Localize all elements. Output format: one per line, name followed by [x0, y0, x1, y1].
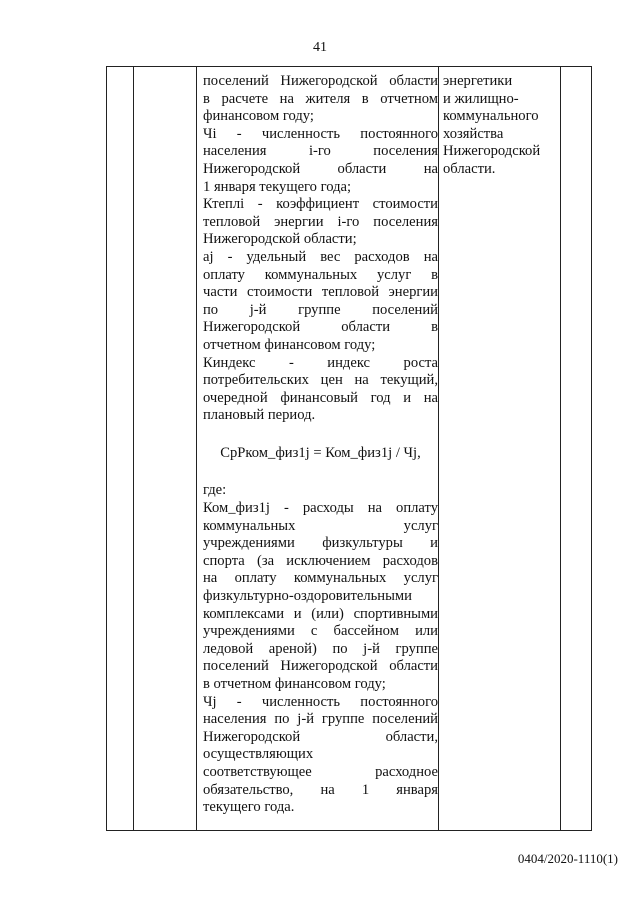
text-line: отчетном финансовом году; [203, 336, 376, 353]
text-line: в отчетном финансовом году; [203, 676, 386, 692]
page-number: 41 [313, 40, 327, 55]
text-line: спорта (за исключением расходов [203, 552, 438, 569]
text-line: Чj - численность постоянного [203, 693, 438, 710]
column-divider [133, 67, 134, 830]
description-part-1 [203, 73, 438, 425]
text-line: ледовой ареной) по j-й группе [203, 640, 438, 657]
text-line: Нижегородской области в [203, 319, 438, 336]
responsible-body-text [443, 73, 555, 179]
responsible-body-cell [443, 73, 555, 179]
text-line: учреждениями с бассейном или [203, 623, 438, 640]
calculation-description-cell [203, 73, 438, 817]
text-line: обязательство, на 1 января [203, 781, 438, 798]
text-line: физкультурно-оздоровительными [203, 588, 412, 605]
text-line: потребительских цен на текущий, [203, 372, 438, 389]
text-line: коммунального [443, 108, 539, 125]
document-code: 0404/2020-1110(1) [517, 851, 618, 866]
text-line: финансовом году; [203, 108, 314, 125]
text-line: оплату коммунальных услуг в [203, 266, 438, 283]
text-line: поселений Нижегородской области [203, 658, 438, 675]
text-line: Киндекс - индекс роста [203, 354, 438, 371]
text-line: где: [203, 482, 227, 499]
text-line: на оплату коммунальных услуг [203, 570, 438, 587]
text-line: населения по j-й группе поселений [203, 711, 438, 728]
text-line: населения i-го поселения [203, 143, 438, 160]
text-line: хозяйства [443, 125, 504, 142]
column-divider [560, 67, 561, 830]
document-table [106, 66, 592, 831]
formula: СрРком_физ1j = Ком_физ1j / Чj, [220, 444, 421, 461]
text-line: соответствующее расходное [203, 763, 438, 780]
text-line: Чi - численность постоянного [203, 125, 438, 142]
text-line: части стоимости тепловой энергии [203, 284, 438, 301]
description-part-2 [203, 482, 438, 816]
text-line: осуществляющих [203, 746, 314, 763]
text-line: в расчете на жителя в отчетном [203, 90, 438, 107]
text-line: текущего года. [203, 799, 295, 816]
text-line: и жилищно- [443, 90, 519, 107]
text-line: Ктеплi - коэффициент стоимости [203, 196, 438, 213]
text-line: Нижегородской области, [203, 728, 438, 745]
text-line: очередной финансовый год и на [203, 389, 438, 406]
text-line: аj - удельный вес расходов на [203, 248, 438, 265]
text-line: учреждениями физкультуры и [203, 535, 438, 552]
text-line: Нижегородской [443, 143, 541, 160]
text-line: Нижегородской области; [203, 231, 357, 248]
text-line: Ком_физ1j - расходы на оплату [203, 500, 438, 517]
text-line: 1 января текущего года; [203, 178, 352, 195]
text-line: области. [443, 160, 496, 177]
text-line: плановый период. [203, 407, 316, 424]
text-line: по j-й группе поселений [203, 301, 438, 318]
text-line: Нижегородской области на [203, 160, 438, 177]
column-divider [438, 67, 439, 830]
text-line: комплексами и (или) спортивными [203, 605, 438, 622]
text-line: поселений Нижегородской области [203, 73, 438, 89]
column-divider [196, 67, 197, 830]
text-line: энергетики [443, 73, 513, 89]
text-line: тепловой энергии i-го поселения [203, 213, 438, 230]
text-line: коммунальных услуг [203, 517, 438, 534]
